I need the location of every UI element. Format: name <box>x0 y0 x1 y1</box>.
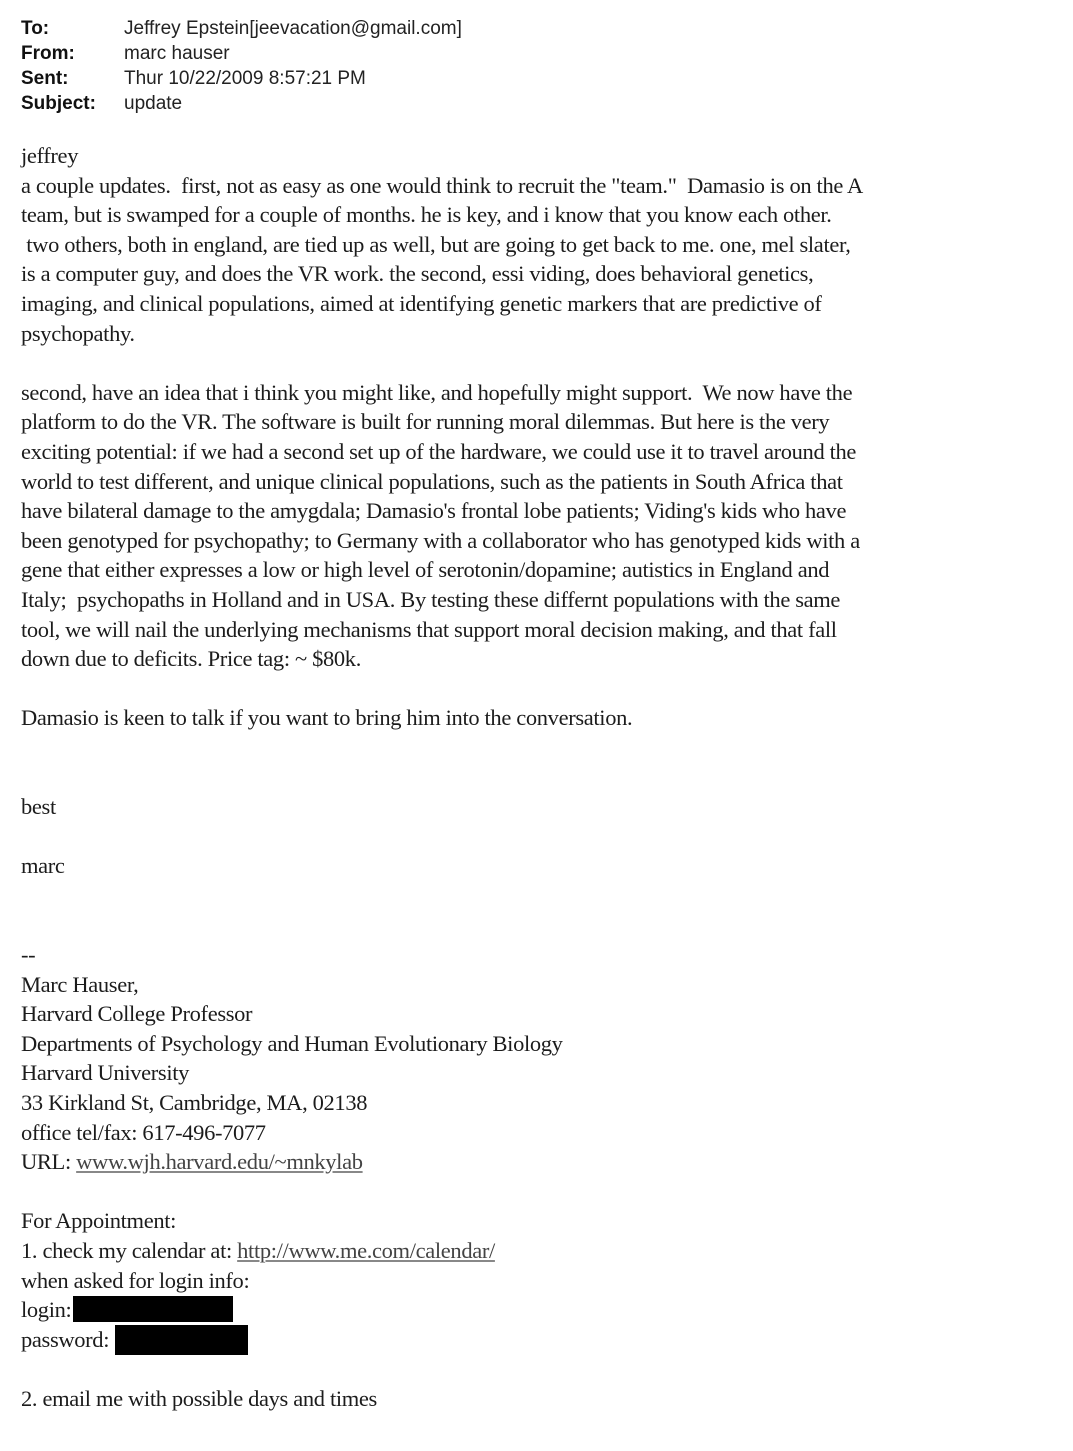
login-redaction <box>73 1296 233 1322</box>
to-label: To: <box>21 18 50 39</box>
login-prompt: when asked for login info: <box>21 1267 250 1293</box>
from-label: From: <box>21 43 75 64</box>
signature-name: Marc Hauser, <box>21 971 139 997</box>
login-row <box>21 1295 1066 1325</box>
signature-url-row <box>21 1147 1066 1177</box>
signature-phone: office tel/fax: 617-496-7077 <box>21 1119 266 1145</box>
paragraph-line: is a computer guy, and does the VR work. the second, essi viding, does behavioral genetics, <box>21 261 814 287</box>
spacer <box>21 881 1066 911</box>
paragraph-damasio: Damasio is keen to talk if you want to bring him into the conversation. <box>21 705 633 731</box>
spacer <box>21 762 1066 792</box>
paragraph-line: two others, both in england, are tied up as well, but are going to get back to me. one, mel slater, <box>21 231 851 257</box>
password-row <box>21 1325 1066 1355</box>
spacer <box>21 733 1066 763</box>
paragraph-line: a couple updates. first, not as easy as one would think to recruit the "team." Damasio is on the A <box>21 172 863 198</box>
paragraph-vr-proposal <box>21 378 1066 674</box>
appointment-step-1 <box>21 1236 1066 1266</box>
spacer <box>21 348 1066 378</box>
signature-department: Departments of Psychology and Human Evolutionary Biology <box>21 1030 563 1056</box>
paragraph-line: platform to do the VR. The software is built for running moral dilemmas. But here is the very <box>21 409 830 435</box>
signature-title: Harvard College Professor <box>21 1001 253 1027</box>
step1-text: 1. check my calendar at: <box>21 1237 238 1263</box>
sent-row <box>21 66 462 91</box>
subject-row <box>21 91 462 116</box>
appointment-step-2: 2. email me with possible days and times <box>21 1385 377 1411</box>
spacer <box>21 1354 1066 1384</box>
signature-address: 33 Kirkland St, Cambridge, MA, 02138 <box>21 1090 368 1115</box>
subject-value: update <box>124 93 183 114</box>
closing: best <box>21 794 56 820</box>
from-row <box>21 41 462 66</box>
url-label: URL: <box>21 1149 77 1175</box>
email-header <box>21 16 462 116</box>
spacer <box>21 1177 1066 1207</box>
login-label: login: <box>21 1297 72 1323</box>
sent-value: Thur 10/22/2009 8:57:21 PM <box>124 68 366 89</box>
paragraph-line: Italy; psychopaths in Holland and in USA. By testing these differnt populations with the same <box>21 586 841 612</box>
paragraph-line: second, have an idea that i think you might like, and hopefully might support. We now have the <box>21 379 853 405</box>
paragraph-line: been genotyped for psychopathy; to Germany with a collaborator who has genotyped kids with a <box>21 527 860 553</box>
calendar-link[interactable]: http://www.me.com/calendar/ <box>237 1237 495 1263</box>
password-label: password: <box>21 1326 110 1352</box>
paragraph-line: have bilateral damage to the amygdala; Damasio's frontal lobe patients; Viding's kids who have <box>21 498 847 524</box>
password-redaction <box>115 1325 248 1355</box>
signature-institution: Harvard University <box>21 1060 190 1086</box>
appointment-block <box>21 1206 1066 1413</box>
to-row <box>21 16 462 41</box>
paragraph-team-update <box>21 171 1066 349</box>
paragraph-line: down due to deficits. Price tag: ~ $80k. <box>21 646 361 672</box>
paragraph-line: world to test different, and unique clinical populations, such as the patients in South Africa that <box>21 468 843 494</box>
lab-url-link[interactable]: www.wjh.harvard.edu/~mnkylab <box>76 1149 363 1175</box>
paragraph-line: gene that either expresses a low or high level of serotonin/dopamine; autistics in England and <box>21 557 830 583</box>
spacer <box>21 910 1066 940</box>
sign-name: marc <box>21 853 65 879</box>
spacer <box>21 674 1066 704</box>
paragraph-line: psychopathy. <box>21 320 135 346</box>
from-value: marc hauser <box>124 43 230 64</box>
subject-label: Subject: <box>21 93 96 114</box>
paragraph-line: exciting potential: if we had a second set up of the hardware, we could use it to travel around the <box>21 438 857 464</box>
signature-separator: -- <box>21 942 36 968</box>
email-body <box>21 141 1066 1414</box>
paragraph-line: tool, we will nail the underlying mechanisms that support moral decision making, and that fall <box>21 616 837 642</box>
sent-label: Sent: <box>21 68 69 89</box>
paragraph-line: imaging, and clinical populations, aimed at identifying genetic markers that are predictive of <box>21 290 822 316</box>
paragraph-line: team, but is swamped for a couple of months. he is key, and i know that you know each other. <box>21 202 832 228</box>
signature-block <box>21 940 1066 1177</box>
to-value: Jeffrey Epstein[jeevacation@gmail.com] <box>124 18 462 39</box>
appointment-heading: For Appointment: <box>21 1208 177 1234</box>
greeting: jeffrey <box>21 143 79 168</box>
spacer <box>21 822 1066 852</box>
